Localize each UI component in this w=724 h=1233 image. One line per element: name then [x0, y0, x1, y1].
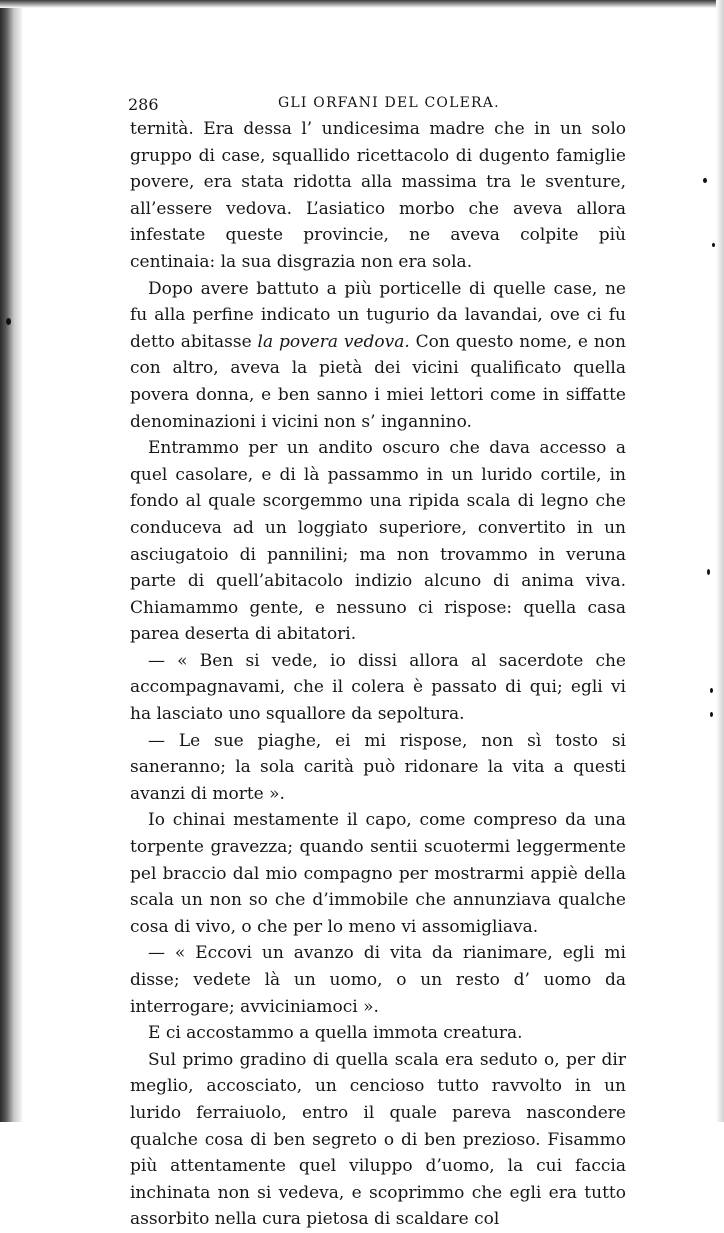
paragraph — [130, 1047, 626, 1233]
text-run: Dopo avere battuto a più porticelle di quelle case, ne fu alla perfine indicato un tugurio da lavandai, ove ci fu detto abitasse — [130, 278, 626, 352]
text-run: Con questo nome, e non con altro, aveva la pietà dei vicini qualificato quella povera donna, e ben sanno i miei lettori come in siffatte denominazioni i vicini non s’ ingannino. — [130, 331, 626, 432]
text-run: Sul primo gradino di quella scala era seduto o, per dir meglio, accosciato, un cencioso tutto ravvolto in un lurido ferraiuolo, entro il quale pareva nascondere qualche cosa di ben segreto o di ben prezioso. Fisammo più attentamente quel viluppo d’uomo, la cui faccia inchinata non si vedeva, e scoprimmo che egli era tutto assorbito nella cura pietosa di scaldare col — [130, 1049, 626, 1230]
paragraph — [130, 435, 626, 648]
text-run: E ci accostammo a quella immota creatura. — [148, 1023, 523, 1044]
body-text — [130, 116, 626, 1233]
paragraph — [130, 728, 626, 808]
paragraph — [130, 648, 626, 728]
text-run: — Le sue piaghe, ei mi rispose, non sì tosto si saneranno; la sola carità può ridonare la vita a questi avanzi di morte ». — [130, 730, 626, 804]
top-scan-edge — [0, 0, 724, 8]
italic-phrase: la povera vedova. — [257, 331, 410, 352]
paragraph — [130, 940, 626, 1020]
running-title: GLI ORFANI DEL COLERA. — [278, 95, 500, 111]
ink-speck — [712, 243, 715, 247]
ink-speck — [710, 712, 713, 717]
binding-edge — [0, 0, 22, 1122]
paragraph — [130, 1020, 626, 1047]
ink-speck — [703, 178, 707, 183]
running-header — [128, 91, 626, 117]
ink-speck — [707, 569, 710, 575]
right-scan-edge — [716, 0, 724, 1122]
text-run: ternità. Era dessa l’ undicesima madre che in un solo gruppo di case, squallido ricettacolo di dugento famiglie povere, era stata ridotta alla massima tra le sventure, all’essere vedova. L’asiatico morbo che aveva allora infestate queste provincie, ne aveva colpite più centinaia: la sua disgrazia non era sola. — [130, 119, 626, 272]
paragraph — [130, 276, 626, 436]
ink-speck — [6, 318, 11, 325]
paragraph — [130, 807, 626, 940]
page-number: 286 — [128, 95, 159, 114]
text-run: Io chinai mestamente il capo, come compreso da una torpente gravezza; quando sentii scuotermi leggermente pel braccio dal mio compagno per mostrarmi appiè della scala un non so che d’immobile che annunziava qualche cosa di vivo, o che per lo meno vi assomigliava. — [130, 810, 626, 937]
ink-speck — [710, 688, 713, 693]
paragraph — [130, 116, 626, 276]
text-run: — « Eccovi un avanzo di vita da rianimare, egli mi disse; vedete là un uomo, o un resto d’ uomo da interrogare; avviciniamoci ». — [130, 943, 626, 1017]
text-run: Entrammo per un andito oscuro che dava accesso a quel casolare, e di là passammo in un lurido cortile, in fondo al quale scorgemmo una ripida scala di legno che conduceva ad un loggiato superiore, convertito in un asciugatoio di pannilini; ma non trovammo in veruna parte di quell’abitacolo indizio alcuno di anima viva. Chiamammo gente, e nessuno ci rispose: quella casa parea deserta di abitatori. — [130, 438, 626, 645]
text-run: — « Ben si vede, io dissi allora al sacerdote che accompagnavami, che il colera è passato di qui; egli vi ha lasciato uno squallore da sepoltura. — [130, 650, 626, 725]
